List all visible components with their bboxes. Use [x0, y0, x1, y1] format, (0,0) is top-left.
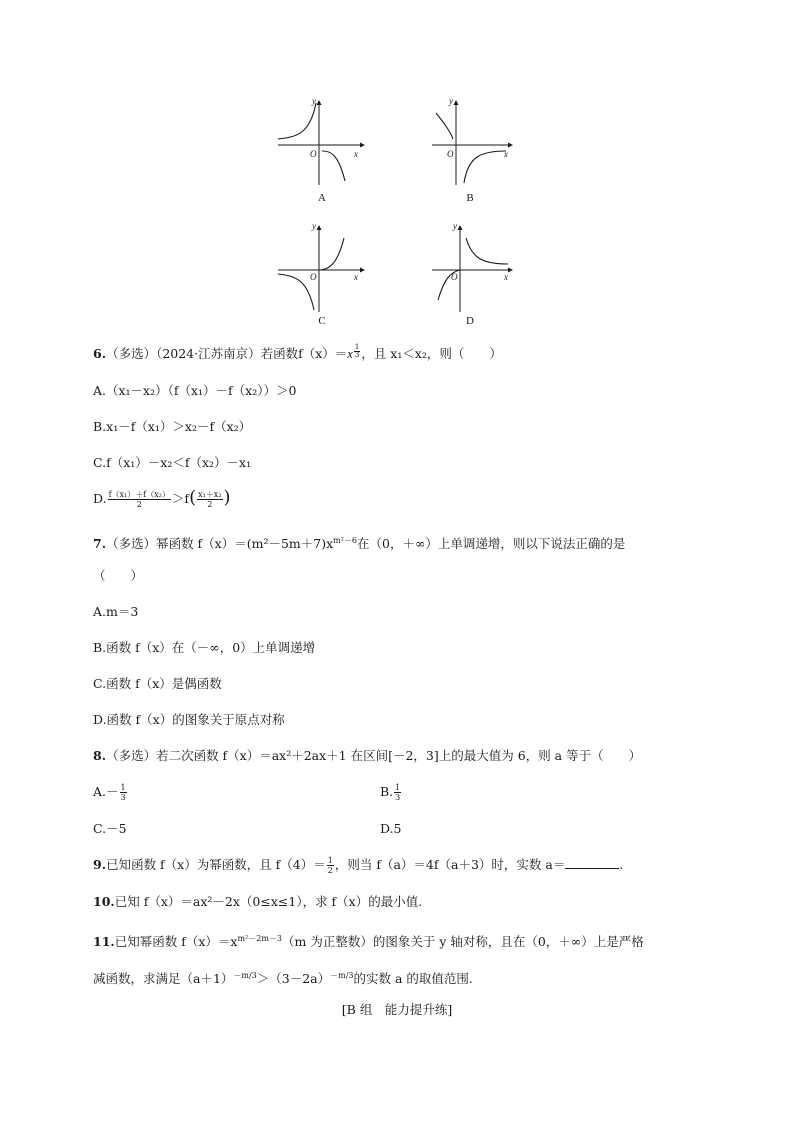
x-axis-label: x — [504, 272, 508, 282]
graph-label-a: A — [318, 192, 326, 204]
q6-option-d-left-frac: $\frac{\text{f（x₁）＋f（x₂）}}{2}$ — [108, 490, 170, 509]
q7-paren: （ ） — [93, 568, 144, 583]
q6-condition: ，且 x₁＜x₂，则（ ） — [361, 346, 502, 361]
origin-label: O — [310, 272, 317, 282]
q11-exponent-2: －m/3 — [233, 971, 257, 980]
q7-exponent: m²－6 — [333, 536, 358, 545]
q8-option-b: B. $\frac{1}{3}$ — [380, 783, 401, 802]
q6-number: 6. — [93, 346, 107, 361]
graph-b — [426, 93, 526, 189]
q8-option-a: A.－ $\frac{1}{3}$ — [93, 783, 126, 802]
graph-label-c: C — [318, 315, 326, 327]
q7-option-d: D.函数 f（x）的图象关于原点对称 — [93, 712, 285, 727]
x-axis-label: x — [354, 272, 358, 282]
y-axis-label: y — [449, 96, 453, 106]
q9-pre: 已知函数 f（x）为幂函数，且 f（4）＝ — [106, 857, 326, 872]
q9-answer-blank — [565, 856, 619, 869]
q6-func: f（x）＝ — [298, 346, 348, 361]
q6-option-d-right-frac: $\frac{\text{x₁＋x₂}}{2}$ — [198, 490, 222, 509]
graph-label-d: D — [466, 315, 474, 327]
q6-option-b: B.x₁－f（x₁）＞x₂－f（x₂） — [93, 419, 252, 434]
q8-option-c: C.－5 — [93, 821, 127, 836]
q11-exponent: m²－2m－3 — [237, 934, 283, 943]
q10-stem — [93, 892, 422, 912]
x-axis-label: x — [354, 149, 358, 159]
q6-prefix: （多选）（2024·江苏南京）若函数 — [106, 346, 299, 361]
q8-stem — [93, 746, 641, 766]
q6-stem — [93, 344, 502, 364]
q6-option-d: D. $\frac{\text{f（x₁）＋f（x₂）}}{2}$ ＞f( $\frac{\text{x₁＋x₂}}{2}$ ) — [93, 487, 231, 509]
q6-base: x — [347, 347, 353, 361]
graph-d — [426, 218, 526, 314]
origin-label: O — [451, 272, 458, 282]
q7-stem — [93, 531, 625, 554]
section-heading: [B 组 能力提升练] — [341, 1002, 453, 1017]
q8-text: （多选）若二次函数 f（x）＝ax²＋2ax＋1 在区间[－2，3]上的最大值为 6，则 a 等于（ ） — [106, 748, 642, 763]
q11-pre: 已知幂函数 f（x）＝x — [114, 934, 238, 950]
q7-suffix: 在（0，＋∞）上单调递增，则以下说法正确的是 — [357, 536, 626, 552]
q6-exponent: $\frac{1}{3}$ — [354, 343, 360, 359]
graph-c — [272, 218, 372, 314]
q6-option-d-mid: ＞f — [171, 491, 190, 506]
q11-stem — [93, 929, 644, 952]
y-axis-label: y — [312, 221, 316, 231]
x-axis-label: x — [504, 149, 508, 159]
q9-post: ，则当 f（a）＝4f（a＋3）时，实数 a＝ — [334, 857, 566, 872]
q9-number: 9. — [93, 857, 107, 872]
q9-stem: 9.已知函数 f（x）为幂函数，且 f（4）＝ $\frac{1}{2}$ ，则当 f（a）＝4f（a＋3）时，实数 a＝ . — [93, 856, 624, 875]
origin-label: O — [310, 149, 317, 159]
y-axis-label: y — [453, 221, 457, 231]
q11-exponent-3: －m/3 — [330, 971, 354, 980]
q7-prefix: （多选）幂函数 f（x）＝(m²－5m＋7)x — [106, 536, 334, 552]
q10-text: 已知 f（x）＝ax²－2x（0≤x≤1），求 f（x）的最小值. — [114, 894, 423, 909]
q11-line2: 减函数，求满足$(a+1)^{-m/3}>(3-2a)^{-m/3}$的实数 a 的取值范围. — [93, 971, 473, 987]
q6-option-a: A.（x₁－x₂）（f（x₁）－f（x₂））＞0 — [93, 383, 297, 398]
y-axis-label: y — [312, 96, 316, 106]
graph-label-b: B — [466, 192, 474, 204]
origin-label: O — [447, 149, 454, 159]
q7-option-c: C.函数 f（x）是偶函数 — [93, 676, 222, 691]
q7-number: 7. — [93, 536, 107, 552]
q7-option-a: A.m＝3 — [93, 604, 139, 619]
q10-number: 10. — [93, 894, 115, 909]
graph-a — [272, 93, 372, 189]
q7-option-b: B.函数 f（x）在（－∞，0）上单调递增 — [93, 640, 316, 655]
q8-option-d: D.5 — [380, 821, 402, 836]
q6-option-c: C.f（x₁）－x₂＜f（x₂）－x₁ — [93, 455, 252, 470]
q11-post: （m 为正整数）的图象关于 y 轴对称，且在（0，＋∞）上是严格 — [282, 934, 644, 950]
q8-number: 8. — [93, 748, 107, 763]
q11-number: 11. — [93, 934, 115, 950]
q6-option-d-label: D. — [93, 491, 107, 506]
